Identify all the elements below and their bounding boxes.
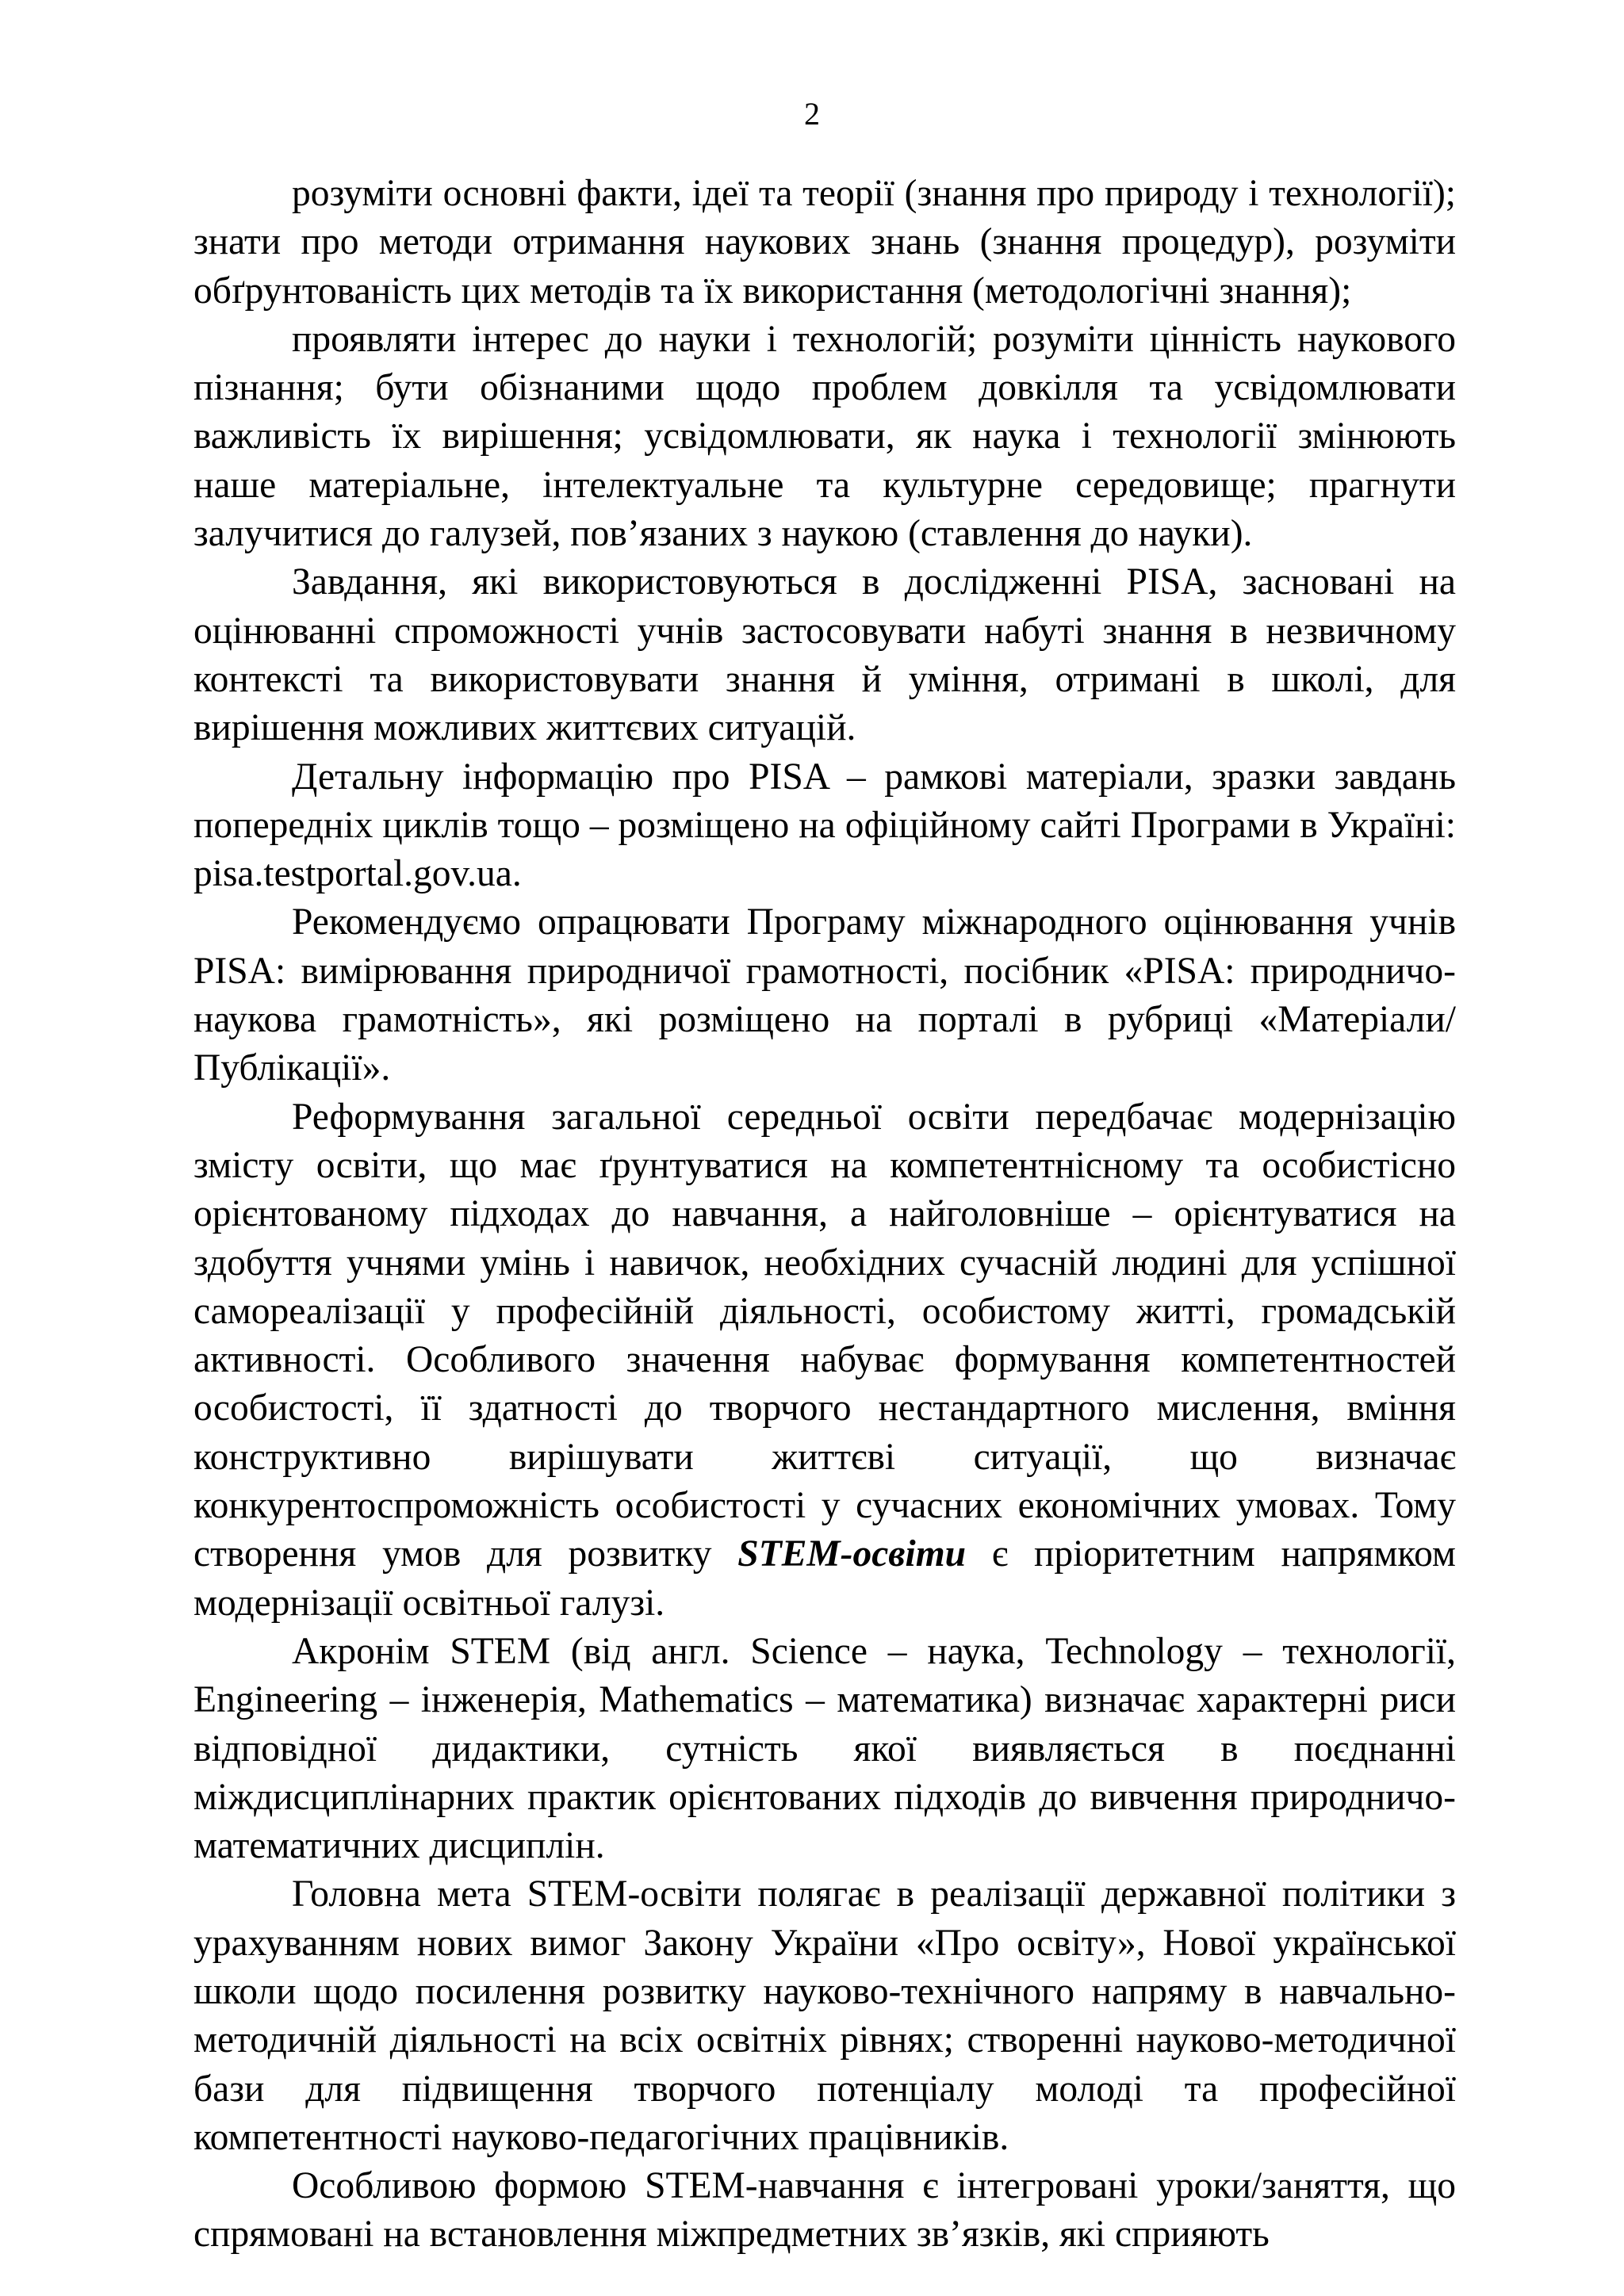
paragraph-knowledge: розуміти основні факти, ідеї та теорії (знання про природу і технології); знати про методи отримання наукових знань (знання процедур), розуміти обґрунтованість цих методів та їх використання (методологічні знання); (193, 173, 1456, 312)
document-body (193, 170, 1456, 2260)
paragraph-pisa-tasks: Завдання, які використовуються в дослідженні PISA, засновані на оцінюванні спроможності учнів застосовувати набуті знання в незвичному контексті та використовувати знання й уміння, отримані в школі, для вирішення можливих життєвих ситуацій. (193, 561, 1456, 749)
paragraph-attitude: проявляти інтерес до науки і технологій; розуміти цінність наукового пізнання; бути обізнаними щодо проблем довкілля та усвідомлювати важливість їх вирішення; усвідомлювати, як наука і технології змінюють наше матеріальне, інтелектуальне та культурне середовище; прагнути залучитися до галузей, пов’язаних з наукою (ставлення до науки). (193, 318, 1456, 555)
paragraph-stem-goal: Головна мета STEM-освіти полягає в реалізації державної політики з урахуванням нових вимог Закону України «Про освіту», Нової української школи щодо посилення розвитку науково-технічного напряму в навчально-методичній діяльності на всіх освітніх рівнях; створенні науково-методичної бази для підвищення творчого потенціалу молоді та професійної компетентності науково-педагогічних працівників. (193, 1873, 1456, 2158)
paragraph-pisa-info: Детальну інформацію про PISA – рамкові матеріали, зразки завдань попередніх циклів тощо – розміщено на офіційному сайті Програми в Україні: pisa.testportal.gov.ua. (193, 756, 1456, 895)
page-number: 2 (804, 96, 820, 132)
paragraph-stem-acronym: Акронім STEM (від англ. Science – наука, Technology – технології, Engineering – інженерія, Mathematics – математика) визначає характерні риси відповідної дидактики, сутність якої виявляється в поєднанні міждисциплінарних практик орієнтованих підходів до вивчення природничо-математичних дисциплін. (193, 1630, 1456, 1867)
paragraph-recommendation: Рекомендуємо опрацювати Програму міжнародного оцінювання учнів PISA: вимірювання природничої грамотності, посібник «PISA: природничо-наукова грамотність», які розміщено на порталі в рубриці «Матеріали/Публікації». (193, 901, 1456, 1089)
reform-text-after: є пріоритетним напрямком модернізації освітньої галузі. (193, 1533, 1456, 1624)
paragraph-reform (193, 1093, 1456, 1628)
paragraph-integrated-lessons: Особливою формою STEM-навчання є інтегровані уроки/заняття, що спрямовані на встановлення міжпредметних зв’язків, які сприяють (193, 2165, 1456, 2256)
reform-text-before: Реформування загальної середньої освіти передбачає модернізацію змісту освіти, що має ґрунтуватися на компетентнісному та особистісно орієнтованому підходах до навчання, а найголовніше – орієнтуватися на здобуття учнями умінь і навичок, необхідних сучасній людині для успішної самореалізації у професійній діяльності, особистому житті, громадській активності. Особливого значення набуває формування компетентностей особистості, її здатності до творчого нестандартного мислення, вміння конструктивно вирішувати життєві ситуації, що визначає конкурентоспроможність особистості у сучасних економічних умовах. Тому створення умов для розвитку (193, 1096, 1456, 1575)
stem-education-emphasis: STEM-освіти (737, 1533, 967, 1575)
